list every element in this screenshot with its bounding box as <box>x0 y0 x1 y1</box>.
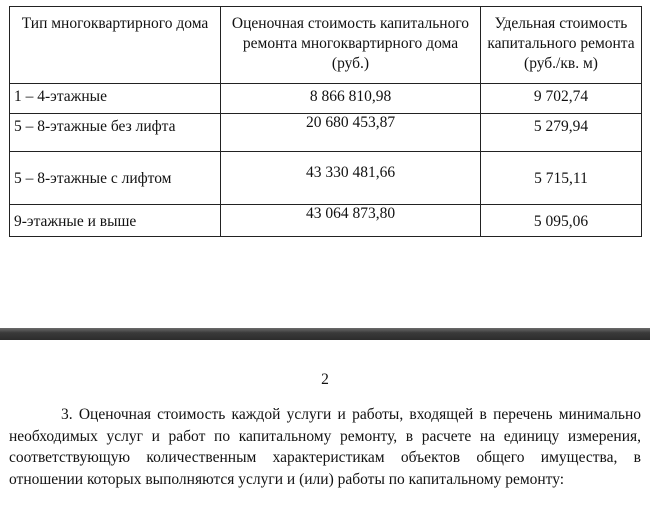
cell-building-type: 9-этажные и выше <box>10 205 221 237</box>
table-row <box>10 152 642 205</box>
page-number: 2 <box>321 371 329 388</box>
cost-table <box>9 6 642 237</box>
cell-unit-cost: 9 702,74 <box>481 84 642 114</box>
cell-unit-cost: 5 095,06 <box>481 205 642 237</box>
header-estimated-cost: Оценочная стоимость капитального ремонта многоквартирного дома (руб.) <box>221 7 481 84</box>
header-unit-cost: Удельная стоимость капитального ремонта (руб./кв. м) <box>481 7 642 84</box>
cell-building-type: 5 – 8-этажные с лифтом <box>10 152 221 205</box>
table-row <box>10 205 642 237</box>
page-separator <box>0 328 650 340</box>
table-header-row <box>10 7 642 84</box>
paragraph-item-3: 3. Оценочная стоимость каждой услуги и работы, входящей в перечень минимально необходимых услуг и работ по капитальному ремонту, в расчете на единицу измерения, соответствующую количественным характеристикам объектов общего имущества, в отношении которых выполняются услуги и (или) работы по капитальному ремонту: <box>9 406 641 488</box>
table-row <box>10 114 642 152</box>
cell-unit-cost: 5 715,11 <box>481 152 642 205</box>
cell-building-type: 1 – 4-этажные <box>10 84 221 114</box>
cell-estimated-cost: 43 064 873,80 <box>221 205 481 237</box>
cell-estimated-cost: 8 866 810,98 <box>221 84 481 114</box>
cell-estimated-cost: 20 680 453,87 <box>221 114 481 152</box>
document-page-2 <box>0 340 650 512</box>
cell-unit-cost: 5 279,94 <box>481 114 642 152</box>
cell-estimated-cost: 43 330 481,66 <box>221 152 481 205</box>
table-row <box>10 84 642 114</box>
header-building-type: Тип многоквартирного дома <box>10 7 221 84</box>
cell-building-type: 5 – 8-этажные без лифта <box>10 114 221 152</box>
